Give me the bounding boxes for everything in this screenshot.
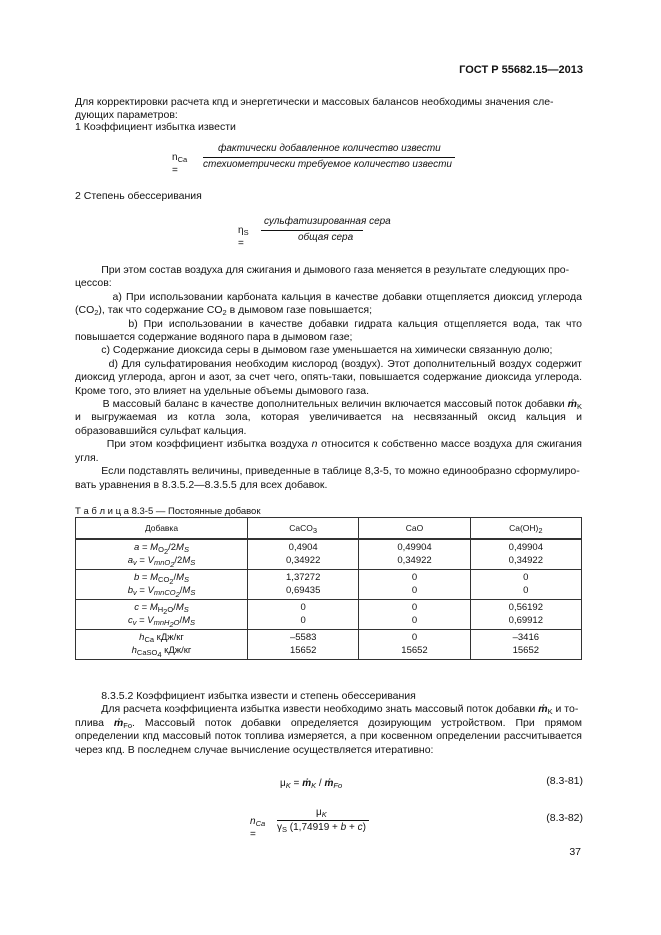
row-label: $c = M_{H_2O}/M_S$ $c_v = V_{mnH_2O}/M_S$	[76, 600, 248, 630]
table-cell: 0 15652	[359, 630, 470, 660]
column-header: $Ca(OH)_2$	[470, 518, 581, 540]
document-header: ГОСТ Р 55682.15—2013	[459, 64, 583, 76]
page-number: 37	[569, 846, 581, 858]
table-cell: 0 0	[470, 570, 581, 600]
column-header: CaCO$_3$	[248, 518, 359, 540]
intro-paragraph: Для корректировки расчета кпд и энергетически и массовых балансов необходимы значения сле- дующих параметров:	[75, 96, 554, 122]
column-header: Добавка	[76, 518, 248, 540]
row-label: $a = M_{O_2}/2M_S$ $a_v = V_{mnO_2}/2M_S$	[76, 539, 248, 570]
additive-constants-table	[75, 517, 582, 660]
column-header: CaO	[359, 518, 470, 540]
row-label: $h_{Ca}$ кДж/кг $h_{CaSO_4}$ кДж/кг	[76, 630, 248, 660]
equation-number: (8.3-81)	[546, 775, 583, 787]
paragraph-section: 8.3.5.2 Коэффициент избытка извести и степень обессеривания Для расчета коэффициента избытка извести необходимо знать массовый поток добавки ṁ$_K$ и то- плива ṁ$_{Fo}$. Массовый поток добавки определяется дозирующим устройством. При прямом определении кпд массовый поток топлива измеряется, а при косвенном определении рассчитывается через кпд. В последнем случае вычисление осуществляется итеративно:	[75, 690, 582, 756]
table-cell: 1,37272 0,69435	[248, 570, 359, 600]
paragraph-processes: При этом состав воздуха для сжигания и дымового газа меняется в результате следующих про- цессов: а) При использовании карбоната кальция в качестве добавки отщепляется диоксид углерода $(CO_2)$, так что содержание $CO_2$ в дымовом газе повышается; b) При использовании в качестве добавки гидрата кальция отщепляется вода, так что повышается содержание водяного пара в дымовом газе; c) Содержание диоксида серы в дымовом газе уменьшается на химически связанную долю; d) Для сульфатирования необходим кислород (воздух). Этот дополнительный воздух содержит диоксид углерода, аргон и азот, за счет чего, опять-таки, повышается содержание диоксида углерода. Кроме того, это влияет на удельные объемы дымового газа. В массовый баланс в качестве дополнительных величин включается массовый поток добавки ṁ$_K$ и выгружаемая из котла зола, которая увеличивается на несвязанный оксид кальция и образовавшийся сульфат кальция. При этом коэффициент избытка воздуха n относится к собственно массе воздуха для сжигания угля. Если подставлять величины, приведенные в таблице 8,3-5, то можно единообразно сформулиро- вать уравнения в 8.3.5.2—8.3.5.5 для всех добавок.	[75, 264, 582, 491]
table-cell: –5583 15652	[248, 630, 359, 660]
table-row	[76, 539, 582, 570]
table-row	[76, 600, 582, 630]
item-2: 2 Степень обессеривания	[75, 190, 202, 202]
equation-number: (8.3-82)	[546, 812, 583, 824]
row-label: $b = M_{CO_2}/M_S$ $b_v = V_{mnCO_2}/M_S$	[76, 570, 248, 600]
formula-8-3-81: $\mu_K$ = ṁ$_K$ / ṁ$_{Fo}$	[280, 778, 343, 790]
table-row	[76, 630, 582, 660]
table-cell: 0 0	[248, 600, 359, 630]
table-cell: 0 0	[359, 570, 470, 600]
table-cell: 0,49904 0,34922	[470, 539, 581, 570]
table-caption: Т а б л и ц а 8.3-5 — Постоянные добавок	[75, 506, 261, 517]
table-cell: 0,49904 0,34922	[359, 539, 470, 570]
item-1: 1 Коэффициент избытка извести	[75, 121, 236, 133]
table-cell: 0,56192 0,69912	[470, 600, 581, 630]
table-header-row	[76, 518, 582, 540]
table-cell: –3416 15652	[470, 630, 581, 660]
document-page: ГОСТ Р 55682.15—2013 Для корректировки расчета кпд и энергетически и массовых балансов необходимы значения сле- дующих параметров: 1 Коэффициент избытка извести $n_{Ca}$ = фактически добавленное количество извести стехиометрически требуемое количество извести 2 Степень обессеривания $\eta_S$ = сульфатизированная сера общая сера При этом состав воздуха для сжигания и дымового газа меняется в результате следующих про- цессов: а) При использовании карбоната кальция в качестве добавки отщепляется диоксид углерода $(CO_2)$, так что содержание $CO_2$ в дымовом газе повышается; b) При использовании в качестве добавки гидрата кальция отщепляется вода, так что повышается содержание водяного пара в дымовом газе; c) Содержание диоксида серы в дымовом газе уменьшается на химически связанную долю; d) Для сульфатирования необходим кислород (воздух). Этот дополнительный воздух содержит диоксид углерода, аргон и азот, за счет чего, опять-таки, повышается содержание диоксида углерода. Кроме того, это влияет на удельные объемы дымового газа. В массовый баланс в качестве дополнительных величин включается массовый поток добавки ṁ$_K$ и выгружаемая из котла зола, которая увеличивается на несвязанный оксид кальция и образовавшийся сульфат кальция. При этом коэффициент избытка воздуха n относится к собственно массе воздуха для сжигания угля. Если подставлять величины, приведенные в таблице 8,3-5, то можно единообразно сформулиро- вать уравнения в 8.3.5.2—8.3.5.5 для всех добавок. Т а б л и ц а 8.3-5 — Постоянные добавок Добавка CaCO$_3$ CaO $Ca(OH)_2$ $a = M_{O_2}/2M_S$ $a_v = V_{mnO_2}/2M_S$ 0,4904 0,34922 0,49904 0,34922 0,49904 0,34922 $b = M_{CO_2}/M_S$ $b_v = V_{mnCO_2}/M_S$ 1,37272 0,69435 0 0 0 0 $c = M_{H_2O}/M_S$ $c_v = V_{mnH_2O}/M_S$ 0 0 0 0 0,56192 0,69912 $h_{Ca}$ кДж/кг $h_{CaSO_4}$ кДж/кг –5583 15652 0 15652 –3416 15652 8.3.5.2 Коэффициент избытка извести и степень обессеривания Для расчета коэффициента избытка извести необходимо знать массовый поток добавки ṁ$_K$ и то- плива ṁ$_{Fo}$. Массовый поток добавки определяется дозирующим устройством. При прямом определении кпд массовый поток топлива измеряется, а при косвенном определении рассчитывается через кпд. В последнем случае вычисление осуществляется итеративно: $\mu_K$ = ṁ$_K$ / ṁ$_{Fo}$ (8.3-81) $n_{Ca}$ = $\mu_K$ $\gamma_S$ (1,74919 + b + c) (8.3-82) 37	[75, 64, 583, 858]
table-row	[76, 570, 582, 600]
table-cell: 0,4904 0,34922	[248, 539, 359, 570]
table-cell: 0 0	[359, 600, 470, 630]
